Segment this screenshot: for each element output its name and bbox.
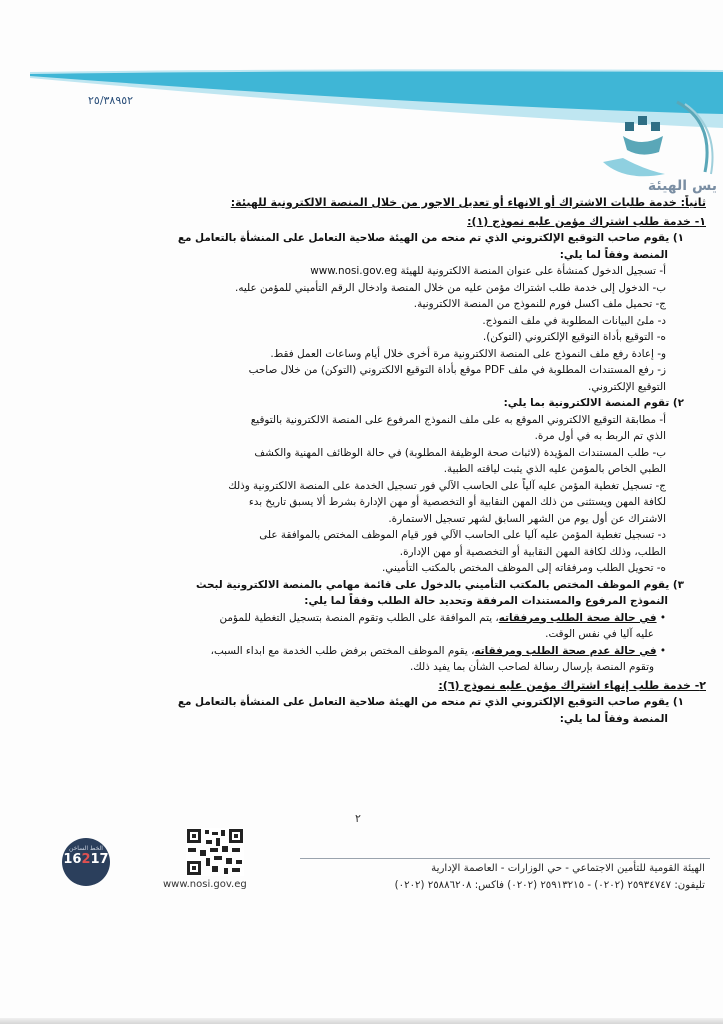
bullet-label: في حالة عدم صحة الطلب ومرفقاته <box>474 644 657 657</box>
paragraph: النموذج المرفوع والمستندات المرفقة وتحديد حالة الطلب وفقاً لما يلي: <box>304 595 668 607</box>
list-item: الطلب، وذلك لكافة المهن النقابية أو التخصصية أو مهن الإدارة. <box>399 545 666 558</box>
section-2-title: ٢- خدمة طلب إنهاء اشتراك مؤمن عليه نموذج (٦): <box>438 678 706 692</box>
bullet-item: • في حالة عدم صحة الطلب ومرفقاته، يقوم الموظف المختص برفض طلب الخدمة مع ابداء السبب، <box>210 644 666 657</box>
bullet-continuation: عليه آليا في نفس الوقت. <box>545 628 654 640</box>
list-item: ج- تحميل ملف اكسل فورم للنموذج من المنصة الالكترونية. <box>413 298 666 310</box>
list-item: د- تسجيل تغطية المؤمن عليه آليا على الحاسب الآلي فور قيام الموظف المختص بالموافقة على <box>259 529 666 541</box>
list-item: لكافة المهن ويستثنى من ذلك المهن النقابية أو التخصصية أو مهن الإدارة بشرط ألا يسبق تاريخ بدء <box>248 496 666 508</box>
list-item: د- ملئ البيانات المطلوبة في ملف النموذج. <box>482 314 666 327</box>
organization-logo <box>585 92 723 184</box>
list-item: ب- الدخول إلى خدمة طلب اشتراك مؤمن عليه من خلال المنصة وادخال الرقم التأميني للمؤمن عليه. <box>235 281 666 294</box>
hotline-label: الخط الساخن <box>69 845 103 852</box>
website-link[interactable]: www.nosi.gov.eg <box>163 879 247 890</box>
page-edge-shadow <box>0 1018 723 1024</box>
section-heading: ثانياً: خدمة طلبات الاشتراك أو الانهاء أو تعديل الاجور من خلال المنصة الالكترونية للهيئة: <box>230 196 706 209</box>
paragraph: ١) يقوم صاحب التوقيع الإلكتروني الذي تم منحه من الهيئة صلاحية التعامل على المنشأة بالتعامل مع <box>177 696 684 708</box>
list-item: ه- تحويل الطلب ومرفقاته إلى الموظف المختص بالمكتب التأميني. <box>382 562 666 574</box>
hotline-number: 16217 <box>63 852 109 867</box>
document-body <box>38 195 706 727</box>
paragraph: المنصة وفقاً لما يلي: <box>559 248 668 261</box>
paragraph: ٢) تقوم المنصة الالكترونية بما يلي: <box>503 397 684 409</box>
address-line: الهيئة القومية للتأمين الاجتماعي - حي الوزارات - العاصمة الإدارية <box>431 863 705 874</box>
paragraph: المنصة وفقاً لما يلي: <box>559 712 668 725</box>
list-item: ب- طلب المستندات المؤيدة (لاثبات صحة الوظيفة المطلوبة) في حالة الوظائف المهنية والكشف <box>254 446 666 459</box>
bullet-item: • في حالة صحة الطلب ومرفقاته، يتم الموافقة على الطلب وتقوم المنصة بتسجيل التغطية للمؤمن <box>219 611 666 624</box>
section-1-title: ١- خدمة طلب اشتراك مؤمن عليه نموذج (١): <box>467 214 706 228</box>
list-item: ج- تسجيل تغطية المؤمن عليه آلياً على الحاسب الآلي فور تسجيل الخدمة على المنصة الالكترونية وذلك <box>228 479 666 492</box>
list-item: ه- التوقيع بأداة التوقيع الإلكتروني (التوكن). <box>482 331 666 343</box>
bullet-label: في حالة صحة الطلب ومرفقاته <box>498 611 657 624</box>
list-item: الاشتراك عن أول يوم من الشهر السابق لشهر تسجيل الاستمارة. <box>388 512 666 525</box>
footer-divider <box>300 858 710 859</box>
phone-line: تليفون: ٢٥٩٣٤٧٤٧ (٠٢٠٢) - ٢٥٩١٣٢١٥ (٠٢٠٢) فاكس: ٢٥٨٨٦٢٠٨ (٠٢٠٢) <box>394 880 705 891</box>
hotline-badge <box>62 838 110 886</box>
footer-address <box>265 860 705 894</box>
list-item: و- إعادة رفع ملف النموذج على المنصة الالكترونية مرة أخرى خلال أيام وساعات العمل فقط. <box>270 347 666 360</box>
list-item: أ- تسجيل الدخول كمنشأة على عنوان المنصة الالكترونية للهيئة www.nosi.gov.eg <box>310 265 666 277</box>
list-item: الطبي الخاص بالمؤمن عليه الذي يثبت لياقته الطبية. <box>443 463 666 475</box>
bullet-text: ، يتم الموافقة على الطلب وتقوم المنصة بتسجيل التغطية للمؤمن <box>219 611 499 624</box>
list-item: ز- رفع المستندات المطلوبة في ملف PDF موقع بأداة التوقيع الالكتروني (التوكن) من خلال صاحب <box>248 364 666 376</box>
list-item: الذي تم الربط به في أول مرة. <box>534 430 666 442</box>
reference-number: ٢٥/٣٨٩٥٢ <box>88 94 134 107</box>
paragraph: ٣) يقوم الموظف المختص بالمكتب التأميني بالدخول على قائمة مهامي بالمنصة الالكترونية لبحث <box>196 578 684 591</box>
list-item: التوقيع الإلكتروني. <box>588 380 666 393</box>
paragraph: ١) يقوم صاحب التوقيع الإلكتروني الذي تم منحه من الهيئة صلاحية التعامل على المنشأة بالتعامل مع <box>177 232 684 244</box>
list-item: أ- مطابقة التوقيع الالكتروني الموقع به على ملف النموذج المرفوع على المنصة الالكترونية بالتوقيع <box>250 413 666 426</box>
qr-code-icon <box>186 828 244 876</box>
logo-caption: يس الهيئة <box>647 178 717 194</box>
page-number: ٢ <box>355 812 361 825</box>
bullet-text: ، يقوم الموظف المختص برفض طلب الخدمة مع ابداء السبب، <box>210 644 475 657</box>
bullet-continuation: وتقوم المنصة بإرسال رسالة لصاحب الشأن بما يفيد ذلك. <box>409 661 654 673</box>
